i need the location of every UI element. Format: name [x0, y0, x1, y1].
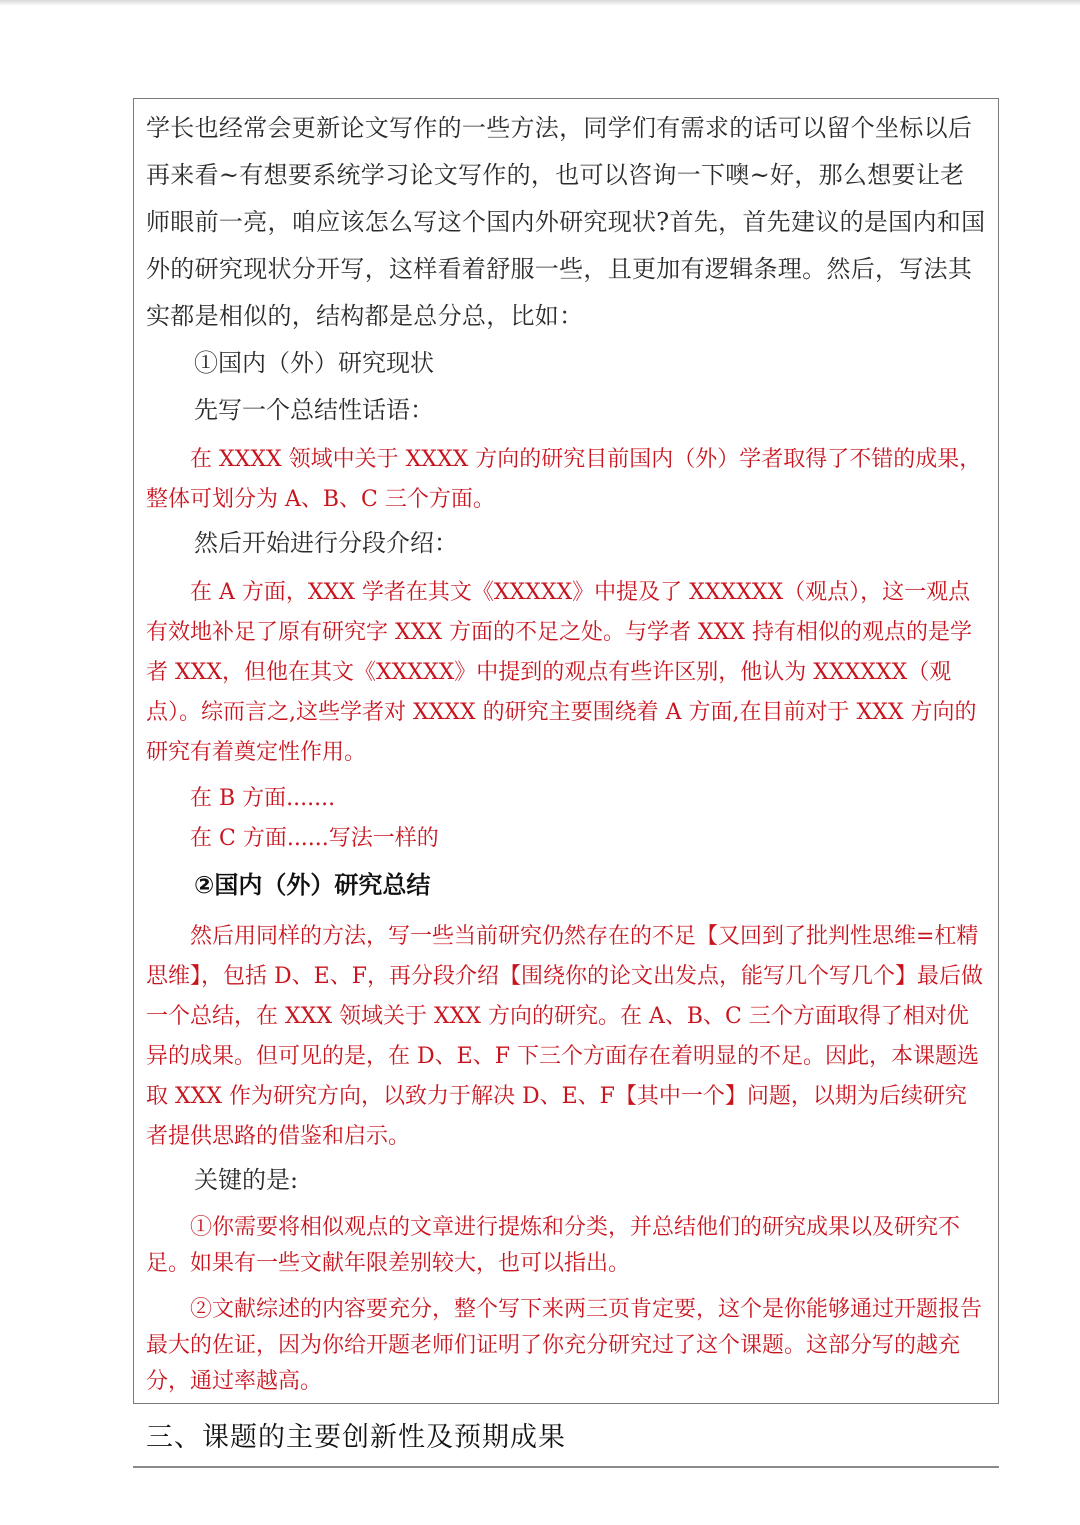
aspect-b-line: 在 B 方面.......: [190, 786, 336, 811]
key-points-label: 关键的是:: [194, 1166, 299, 1194]
top-shade: [0, 0, 1080, 6]
key-point-2: ②文献综述的内容要充分，整个写下来两三页肯定要，这个是你能够通过开题报告最大的佐证，因为你给开题老师们证明了你充分研究过了这个课题。这部分写的越充分，通过率越高。: [146, 1297, 983, 1394]
research-summary-example: 然后用同样的方法，写一些当前研究仍然存在的不足【又回到了批判性思维=杠精思维】，包括 D、E、F，再分段介绍【围绕你的论文出发点，能写几个写几个】最后做一个总结，在 XXX 领域关于 XXX 方向的研究。在 A、B、C 三个方面取得了相对优异的成果。但可见的是，在 D、E、F 下三个方面存在着明显的不足。因此，本课题选取 XXX 作为研究方向，以致力于解决 D、E、F【其中一个】问题，以期为后续研究者提供思路的借鉴和启示。: [146, 924, 983, 1149]
section-title: 三、课题的主要创新性及预期成果: [146, 1422, 566, 1453]
document-frame: [133, 98, 999, 1404]
key-point-1: ①你需要将相似观点的文章进行提炼和分类，并总结他们的研究成果以及研究不足。如果有一些文献年限差别较大，也可以指出。: [146, 1215, 961, 1276]
aspect-c-line: 在 C 方面......写法一样的: [190, 826, 439, 851]
intro-paragraph: 学长也经常会更新论文写作的一些方法，同学们有需求的话可以留个坐标以后再来看~有想要系统学习论文写作的，也可以咨询一下噢~好，那么想要让老师眼前一亮，咱应该怎么写这个国内外研究现状?首先，首先建议的是国内和国外的研究现状分开写，这样看着舒服一些，且更加有逻辑条理。然后，写法其实都是相似的，结构都是总分总，比如：: [146, 114, 986, 330]
heading-domestic-status: ①国内（外）研究现状: [194, 349, 434, 377]
step2-label: 然后开始进行分段介绍：: [194, 529, 458, 557]
bottom-divider: [133, 1466, 999, 1468]
step1-label: 先写一个总结性话语：: [194, 396, 434, 424]
heading-research-summary: ②国内（外）研究总结: [194, 871, 431, 899]
section-intro-example: 在 A 方面，XXX 学者在其文《XXXXX》中提及了 XXXXXX（观点），这一观点有效地补足了原有研究字 XXX 方面的不足之处。与学者 XXX 持有相似的观点的是学者 XXX，但他在其文《XXXXX》中提到的观点有些许区别，他认为 XXXXXX（观点）。综而言之,这些学者对 XXXX 的研究主要围绕着 A 方面,在目前对于 XXX 方向的研究有着奠定性作用。: [146, 580, 977, 765]
summary-statement-example: 在 XXXX 领域中关于 XXXX 方向的研究目前国内（外）学者取得了不错的成果，整体可划分为 A、B、C 三个方面。: [146, 447, 982, 512]
document-content: [146, 105, 988, 1400]
